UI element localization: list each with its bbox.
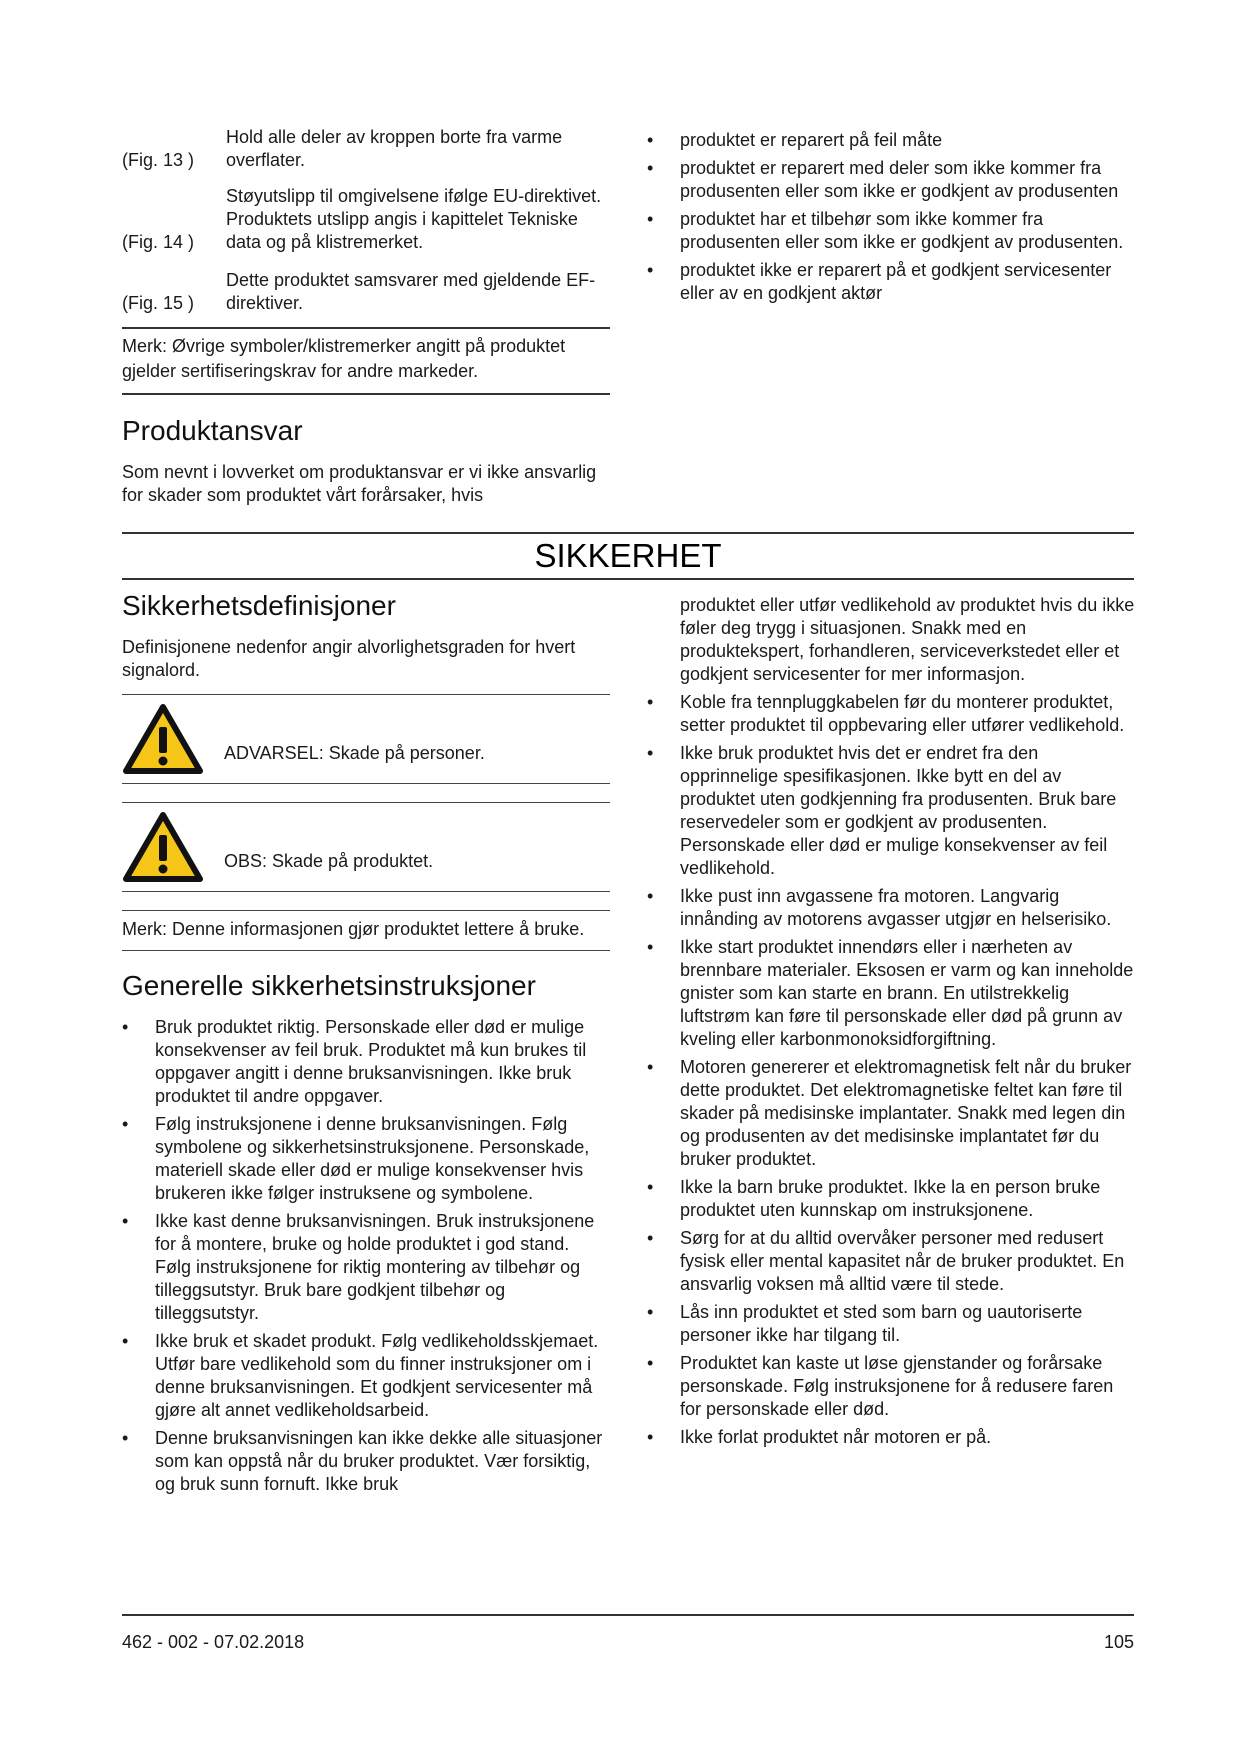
fig-label: (Fig. 13 ) xyxy=(122,150,195,170)
page-number: 105 xyxy=(1103,1632,1134,1652)
list-item: • produktet er reparert med deler som ikke kommer fra produsenten eller som ikke er godkjent av produsenten xyxy=(647,157,1137,203)
fig-label: (Fig. 15 ) xyxy=(122,293,195,313)
warning-triangle-icon xyxy=(122,703,204,775)
footer-rule xyxy=(122,1614,1134,1616)
divider xyxy=(122,393,610,395)
symbol-row-fig15 xyxy=(122,269,610,315)
symbol-row-fig13 xyxy=(122,126,610,172)
divider xyxy=(122,783,610,784)
note-label: Merk: xyxy=(122,919,167,939)
note-definition xyxy=(122,918,610,941)
heading-produktansvar: Produktansvar xyxy=(122,415,303,446)
section-banner xyxy=(122,532,1134,580)
caution-triangle-icon xyxy=(122,811,204,883)
symbol-description: Hold alle deler av kroppen borte fra varme overflater. xyxy=(226,127,563,170)
list-item: • Følg instruksjonene i denne bruksanvisningen. Følg symbolene og sikkerhetsinstruksjonene. Personskade, materiell skade eller død er mulige konsekvenser hvis brukeren ikke følger instruksene og symbolene. xyxy=(122,1113,610,1205)
warning-label: ADVARSEL: xyxy=(224,743,324,763)
caution-text xyxy=(224,850,433,883)
list-item: • Produktet kan kaste ut løse gjenstander og forårsake personskade. Følg instruksjonene for å redusere faren for personskade eller død. xyxy=(647,1352,1137,1421)
banner-rule-bottom xyxy=(122,578,1134,580)
list-item: • Ikke forlat produktet når motoren er på. xyxy=(647,1426,1137,1449)
list-item: • produktet er reparert på feil måte xyxy=(647,129,1137,152)
list-item: • produktet ikke er reparert på et godkjent servicesenter eller av en godkjent aktør xyxy=(647,259,1137,305)
note-text: Øvrige symboler/klistremerker angitt på produktet gjelder sertifiseringskrav for andre markeder. xyxy=(122,336,566,381)
warning-definition xyxy=(122,695,610,775)
doc-code: 462 - 002 - 07.02.2018 xyxy=(122,1632,305,1652)
warning-text xyxy=(224,742,485,775)
heading-sikkerhetsdefinisjoner: Sikkerhetsdefinisjoner xyxy=(122,590,396,621)
right-column-top xyxy=(647,129,1137,310)
right-column-bottom xyxy=(647,594,1137,1454)
note-symbols xyxy=(122,334,610,384)
page-footer xyxy=(122,1614,1134,1653)
divider xyxy=(122,950,610,951)
divider xyxy=(122,327,610,329)
left-column-bottom xyxy=(122,590,610,1501)
symbol-description: Støyutslipp til omgivelsene ifølge EU-direktivet. Produktets utslipp angis i kapittelet Tekniske data og på klistremerket. xyxy=(226,186,602,252)
list-item: • Ikke kast denne bruksanvisningen. Bruk instruksjonene for å montere, bruke og holde produktet i god stand. Følg instruksjonene for riktig montering av tilbehør og tilleggsutstyr. Bruk bare godkjent tilbehør og tilleggsutstyr. xyxy=(122,1210,610,1325)
warning-description: Skade på personer. xyxy=(323,743,485,763)
list-item: • Motoren genererer et elektromagnetisk felt når du bruker dette produktet. Det elektromagnetiske feltet kan føre til skader på medisinske implantater. Snakk med legen din og produsenten av det medisinske implantatet før du bruker produktet. xyxy=(647,1056,1137,1171)
list-item: • produktet har et tilbehør som ikke kommer fra produsenten eller som ikke er godkjent av produsenten. xyxy=(647,208,1137,254)
caution-definition xyxy=(122,803,610,883)
divider xyxy=(122,891,610,892)
list-item: • Sørg for at du alltid overvåker personer med redusert fysisk eller mental kapasitet når de bruker produktet. En ansvarlig voksen må alltid være til stede. xyxy=(647,1227,1137,1296)
symbol-row-fig14 xyxy=(122,185,610,254)
list-item: • Koble fra tennpluggkabelen før du monterer produktet, setter produktet til oppbevaring eller utfører vedlikehold. xyxy=(647,691,1137,737)
caution-label: OBS: xyxy=(224,851,268,871)
fig-label: (Fig. 14 ) xyxy=(122,232,195,252)
note-label: Merk: xyxy=(122,336,167,356)
caution-description: Skade på produktet. xyxy=(267,851,434,871)
note-text: Denne informasjonen gjør produktet lettere å bruke. xyxy=(167,919,585,939)
general-instructions-list-continued xyxy=(647,691,1137,1449)
footer-row xyxy=(122,1632,1134,1653)
list-item: • Ikke bruk produktet hvis det er endret fra den opprinnelige spesifikasjonen. Ikke bytt en del av produktet uten godkjenning fra produsenten. Bruk bare reservedeler som er godkjent av produsenten. Personskade eller død er mulige konsekvenser av feil vedlikehold. xyxy=(647,742,1137,880)
list-item: • Ikke la barn bruke produktet. Ikke la en person bruke produktet uten kunnskap om instruksjonene. xyxy=(647,1176,1137,1222)
list-item: • Lås inn produktet et sted som barn og uautoriserte personer ikke har tilgang til. xyxy=(647,1301,1137,1347)
section-title: SIKKERHET xyxy=(534,537,722,574)
list-item: • Bruk produktet riktig. Personskade eller død er mulige konsekvenser av feil bruk. Produktet må kun brukes til oppgaver angitt i denne bruksanvisningen. Ikke bruk produktet til andre oppgaver. xyxy=(122,1016,610,1108)
list-item: • Ikke start produktet innendørs eller i nærheten av brennbare materialer. Eksosen er varm og kan inneholde gnister som kan starte en brann. En utilstrekkelig luftstrøm kan føre til personskade eller død på grunn av kveling eller karbonmonoksidforgiftning. xyxy=(647,936,1137,1051)
symbol-description: Dette produktet samsvarer med gjeldende EF-direktiver. xyxy=(226,270,596,313)
definitions-intro: Definisjonene nedenfor angir alvorlighetsgraden for hvert signalord. xyxy=(122,637,576,680)
produktansvar-list xyxy=(647,129,1137,305)
divider xyxy=(122,910,610,911)
heading-generelle: Generelle sikkerhetsinstruksjoner xyxy=(122,970,536,1001)
list-item: • Ikke bruk et skadet produkt. Følg vedlikeholdsskjemaet. Utfør bare vedlikehold som du finner instruksjoner om i denne bruksanvisningen. Et godkjent servicesenter må gjøre alt annet vedlikeholdsarbeid. xyxy=(122,1330,610,1422)
produktansvar-text: Som nevnt i lovverket om produktansvar er vi ikke ansvarlig for skader som produktet vårt forårsaker, hvis xyxy=(122,462,597,505)
left-column-top xyxy=(122,126,610,507)
continuation-text: produktet eller utfør vedlikehold av produktet hvis du ikke føler deg trygg i situasjonen. Snakk med en produktekspert, forhandleren, serviceverkstedet eller et godkjent servicesenter for mer informasjon. xyxy=(680,595,1135,684)
list-item: • Denne bruksanvisningen kan ikke dekke alle situasjoner som kan oppstå når du bruker produktet. Vær forsiktig, og bruk sunn fornuft. Ikke bruk xyxy=(122,1427,610,1496)
general-instructions-list xyxy=(122,1016,610,1496)
list-item: • Ikke pust inn avgassene fra motoren. Langvarig innånding av motorens avgasser utgjør en helserisiko. xyxy=(647,885,1137,931)
